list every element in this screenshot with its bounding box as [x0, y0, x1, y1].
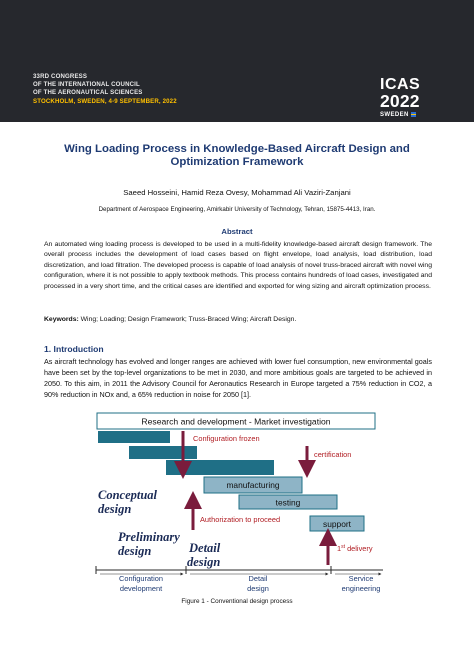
icas-logo-text: ICAS — [380, 76, 421, 93]
congress-location: STOCKHOLM, SWEDEN, 4-9 SEPTEMBER, 2022 — [33, 98, 177, 105]
timeline-label-3a: Service — [348, 574, 374, 583]
timeline-label-1a: Configuration — [119, 574, 163, 583]
icas-logo-year: 2022 — [380, 91, 420, 111]
phase-bar-1 — [98, 431, 170, 443]
authors: Saeed Hosseini, Hamid Reza Ovesy, Mohammad Ali Vaziri-Zanjani — [123, 188, 351, 197]
authorization-label: Authorization to proceed — [200, 515, 281, 524]
detail-design-label-2: design — [187, 555, 221, 569]
timeline-label-3b: engineering — [341, 584, 381, 593]
research-bar-label: Research and development - Market investigation — [141, 416, 331, 427]
section-heading-introduction: 1. Introduction — [44, 344, 104, 354]
congress-line-3: OF THE AERONAUTICAL SCIENCES — [33, 89, 143, 96]
icas-logo-city: SWEDEN — [380, 111, 409, 118]
keywords-list: Wing; Loading; Design Framework; Truss-Braced Wing; Aircraft Design. — [80, 316, 297, 323]
title-line-1: Wing Loading Process in Knowledge-Based Aircraft Design and — [64, 143, 410, 155]
detail-design-label-1: Detail — [189, 541, 221, 555]
preliminary-design-label-2: design — [118, 544, 152, 558]
phase-bar-2 — [129, 446, 197, 459]
preliminary-design-label-1: Preliminary — [118, 530, 180, 544]
keywords-label: Keywords: — [44, 316, 79, 323]
congress-line-2: OF THE INTERNATIONAL COUNCIL — [33, 81, 140, 88]
congress-line-1: 33RD CONGRESS — [33, 73, 88, 80]
timeline-label-1b: development — [119, 584, 163, 593]
testing-label: testing — [275, 497, 301, 508]
conceptual-design-label-2: design — [98, 502, 132, 516]
introduction-text: As aircraft technology has evolved and longer ranges are achieved with lower fuel consumption, new environmental goals have been set by the top-level organizations to be met in 2030, and more ambitious goals are targeted to be achieved in 2050. To this aim, in 2011 the Advisory Council for Aeronautics Research in Europe targeted a 75% reduction in CO2, a 90% reduction in NOx and, a 65% reduction in noise for 2050 [1]. — [44, 357, 432, 399]
conceptual-design-label-1: Conceptual — [98, 488, 158, 502]
abstract-text: An automated wing loading process is developed to be used in a multi-fidelity knowledge-based aircraft design framework. The overall process includes the development of load cases based on flight envelope, load analysis, load distribution, load discretization, and load filtration. The developed process is capable of load analysis of novel truss-braced aircraft with novel wing configuration, where it is not possible to apply textbook methods. This process contains hundreds of load cases, investigated and processed in a very short time, and the critical cases are identified and exported for wing sizing and aircraft optimization process. — [44, 241, 432, 290]
certification-label: certification — [314, 450, 352, 459]
timeline-label-2b: design — [247, 584, 269, 593]
abstract-heading: Abstract — [221, 227, 253, 236]
timeline-label-2a: Detail — [248, 574, 268, 583]
affiliation: Department of Aerospace Engineering, Amirkabir University of Technology, Tehran, 15875-4413, Iran. — [98, 206, 376, 213]
support-label: support — [323, 519, 351, 529]
first-delivery-label: 1st delivery — [337, 544, 373, 553]
title-line-2: Optimization Framework — [170, 156, 304, 168]
config-frozen-label: Configuration frozen — [193, 434, 260, 443]
manufacturing-label: manufacturing — [226, 480, 280, 490]
figure-caption: Figure 1 - Conventional design process — [181, 598, 293, 605]
